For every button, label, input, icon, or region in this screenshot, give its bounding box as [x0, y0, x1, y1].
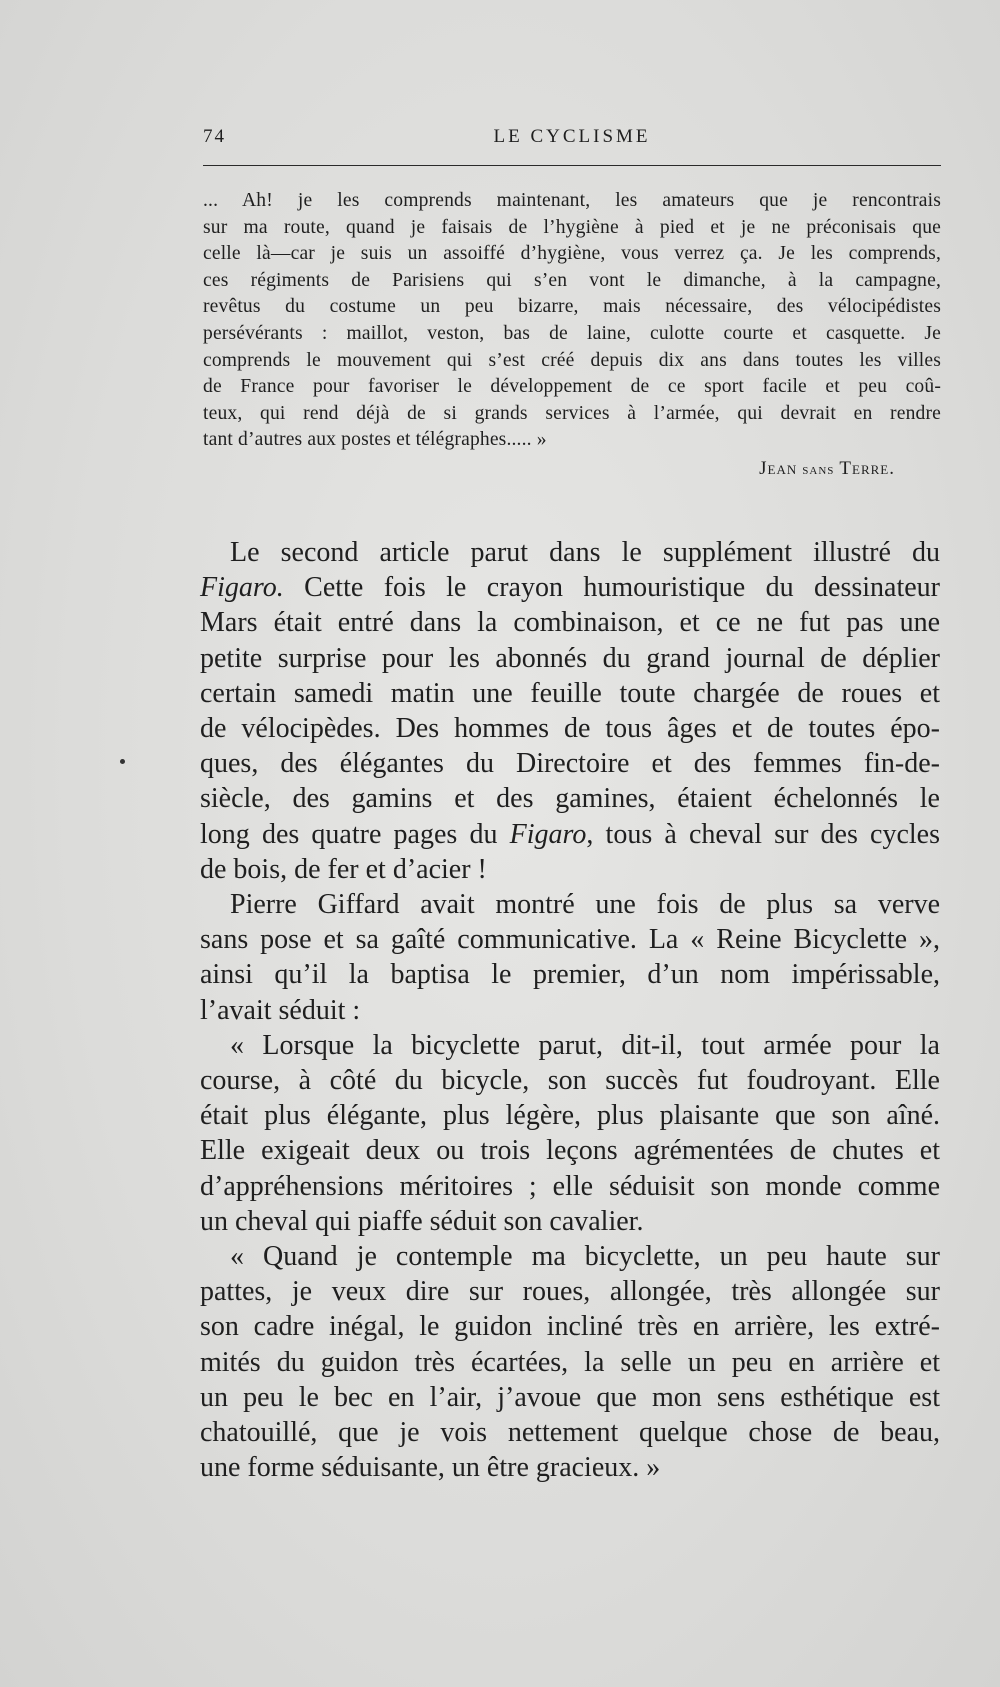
text-line: un peu le bec en l’air, j’avoue que mon sens esthétique est	[200, 1381, 940, 1413]
text-line: ques, des élégantes du Directoire et des femmes fin-de-	[200, 748, 940, 780]
signature-last: Terre.	[839, 458, 895, 479]
quote-line: teux, qui rend déjà de si grands services à l’armée, qui devrait en rendre	[203, 402, 941, 424]
quote-line: ... Ah! je les comprends maintenant, les amateurs que je rencontrais	[203, 190, 941, 211]
text-line: « Lorsque la bicyclette parut, dit-il, tout armée pour la	[230, 1029, 940, 1061]
text-line: de vélocipèdes. Des hommes de tous âges et de toutes épo-	[200, 713, 940, 745]
running-head	[203, 126, 941, 156]
text-line: ainsi qu’il la baptisa le premier, d’un nom impérissable,	[200, 959, 940, 991]
paragraph-3	[200, 1028, 940, 1239]
italic-title: Figaro	[509, 818, 587, 850]
quote-line: de France pour favoriser le développement de ce sport facile et peu coû-	[203, 376, 941, 398]
text-line: pattes, je veux dire sur roues, allongée, très allongée sur	[200, 1276, 940, 1308]
quote-line: celle là—car je suis un assoiffé d’hygiène, vous verrez ça. Je les comprends,	[203, 243, 941, 265]
paragraph-2	[200, 887, 940, 1028]
text-line: sans pose et sa gaîté communicative. La « Reine Bicyclette »,	[200, 924, 940, 956]
quote-signature	[203, 458, 895, 480]
text-line: certain samedi matin une feuille toute chargée de roues et	[200, 677, 940, 709]
text-line: chatouillé, que je vois nettement quelque chose de beau,	[200, 1417, 940, 1449]
running-title: LE CYCLISME	[493, 126, 651, 147]
quote-line: ces régiments de Parisiens qui s’en vont le dimanche, à la campagne,	[203, 269, 941, 291]
signature-first: Jean	[759, 458, 798, 479]
text-line: « Quand je contemple ma bicyclette, un peu haute sur	[230, 1241, 940, 1273]
text-run: Cette fois le crayon humouristique du dessinateur	[283, 572, 940, 604]
quote-line: sur ma route, quand je faisais de l’hygiène à pied et je ne préconisais que	[203, 216, 941, 238]
text-line: petite surprise pour les abonnés du grand journal de déplier	[200, 642, 940, 674]
text-line: de bois, de fer et d’acier !	[200, 853, 487, 885]
text-line: une forme séduisante, un être gracieux. »	[200, 1452, 661, 1484]
text-line	[200, 570, 940, 605]
text-line: Pierre Giffard avait montré une fois de plus sa verve	[230, 889, 940, 921]
text-line: son cadre inégal, le guidon incliné très en arrière, les extré-	[200, 1311, 940, 1343]
quote-line: tant d’autres aux postes et télégraphes..... »	[203, 429, 547, 451]
text-line: un cheval qui piaffe séduit son cavalier.	[200, 1205, 644, 1237]
quote-line: revêtus du costume un peu bizarre, mais nécessaire, des vélocipédistes	[203, 296, 941, 318]
quote-line: persévérants : maillot, veston, bas de laine, culotte courte et casquette. Je	[203, 322, 941, 344]
header-rule	[203, 165, 941, 166]
text-line: était plus élégante, plus légère, plus plaisante que son aîné.	[200, 1100, 940, 1132]
page-number: 74	[203, 126, 226, 147]
quote-line: comprends le mouvement qui s’est créé depuis dix ans dans toutes les villes	[203, 349, 941, 371]
text-run: , tous à cheval sur des cycles	[586, 818, 940, 850]
text-line: course, à côté du bicycle, son succès fut foudroyant. Elle	[200, 1065, 940, 1097]
text-line: Elle exigeait deux ou trois leçons agrémentées de chutes et	[200, 1135, 940, 1167]
quoted-article	[203, 188, 941, 454]
text-line: Mars était entré dans la combinaison, et ce ne fut pas une	[200, 607, 940, 639]
paragraph-4	[200, 1239, 940, 1485]
main-text	[200, 535, 940, 1485]
text-run: long des quatre pages du	[200, 818, 510, 850]
text-line	[200, 817, 940, 852]
text-line: d’appréhensions méritoires ; elle séduisit son monde comme	[200, 1170, 940, 1202]
text-line: l’avait séduit :	[200, 994, 361, 1026]
margin-speck	[120, 759, 125, 764]
paragraph-1	[200, 535, 940, 887]
signature-middle: sans	[802, 461, 835, 478]
italic-title: Figaro.	[200, 572, 284, 604]
text-line: mités du guidon très écartées, la selle un peu en arrière et	[200, 1346, 940, 1378]
text-line: siècle, des gamins et des gamines, étaient échelonnés le	[200, 783, 940, 815]
text-line: Le second article parut dans le supplément illustré du	[230, 537, 940, 568]
